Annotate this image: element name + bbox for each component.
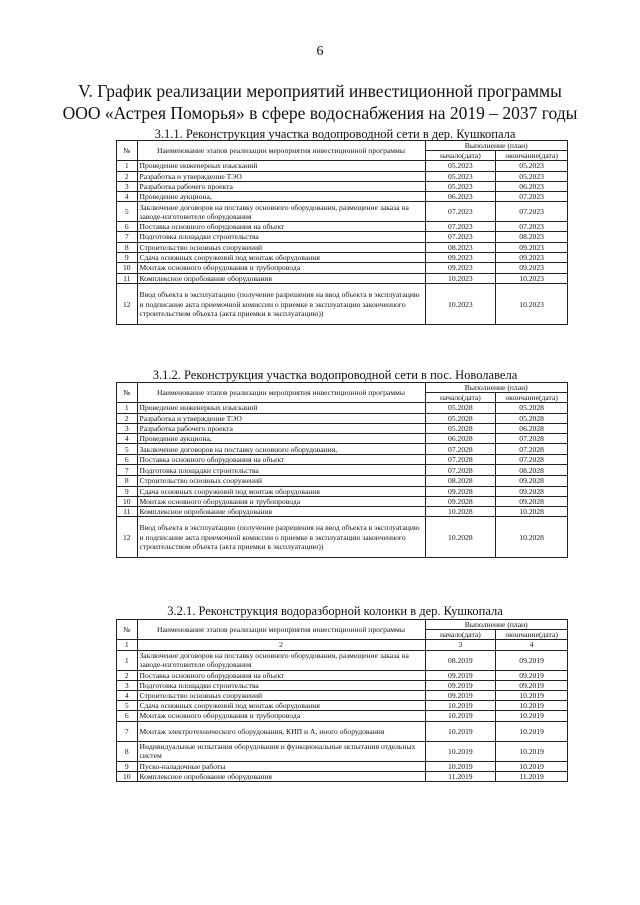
- row-end-date: 11.2019: [496, 771, 568, 781]
- row-start-date: 07.2028: [425, 465, 496, 476]
- row-name: Поставка основного оборудования на объект: [137, 222, 425, 232]
- header-start: начало(дата): [425, 393, 496, 403]
- row-end-date: 07.2028: [496, 444, 568, 455]
- row-end-date: 09.2028: [496, 496, 568, 506]
- row-number: 12: [117, 284, 138, 325]
- row-number: 2: [117, 413, 138, 423]
- table-row: [117, 423, 568, 433]
- row-name: Монтаж электротехнического оборудования, КИП и А, иного оборудования: [137, 721, 425, 741]
- row-number: 2: [117, 171, 138, 181]
- table-body: [117, 403, 568, 558]
- row-number: 10: [117, 771, 138, 781]
- section-caption: 3.1.2. Реконструкция участка водопроводной сети в пос. Новолавела: [152, 368, 518, 382]
- row-number: 11: [117, 507, 138, 517]
- row-start-date: 05.2028: [425, 423, 496, 433]
- row-end-date: 09.2023: [496, 263, 568, 274]
- row-start-date: 08.2023: [425, 242, 496, 252]
- header-num: №: [117, 620, 138, 640]
- row-name: Ввод объекта в эксплуатацию (получение разрешения на ввод объекта в эксплуатацию и подписание акта приемочной комиссии о приемке в эксплуатацию законченного строительством объекта (акта приемки в эксплуатацию)): [137, 284, 425, 325]
- header-start: начало(дата): [425, 151, 496, 161]
- row-start-date: 06.2028: [425, 434, 496, 444]
- row-end-date: 10.2019: [496, 741, 568, 761]
- row-end-date: 06.2023: [496, 181, 568, 191]
- index-cell: 4: [496, 640, 568, 650]
- row-end-date: 10.2023: [496, 274, 568, 284]
- index-cell: 2: [137, 640, 425, 650]
- row-start-date: 09.2023: [425, 252, 496, 262]
- row-start-date: 06.2023: [425, 192, 496, 202]
- row-start-date: 10.2028: [425, 517, 496, 558]
- table-body: [117, 161, 568, 325]
- row-start-date: 05.2023: [425, 161, 496, 171]
- row-name: Подготовка площадки строительства: [137, 232, 425, 242]
- row-start-date: 09.2019: [425, 691, 496, 701]
- row-start-date: 10.2019: [425, 721, 496, 741]
- header-end: окончание(дата): [496, 151, 568, 161]
- row-number: 4: [117, 192, 138, 202]
- row-number: 8: [117, 476, 138, 486]
- row-name: Комплексное опробование оборудования: [137, 274, 425, 284]
- table-row: [117, 274, 568, 284]
- table-row: [117, 670, 568, 680]
- table-row: [117, 202, 568, 222]
- table-row: [117, 284, 568, 325]
- table-row: [117, 465, 568, 476]
- row-number: 7: [117, 232, 138, 242]
- row-end-date: 07.2023: [496, 222, 568, 232]
- table-row: [117, 222, 568, 232]
- row-name: Проведение аукциона,: [137, 434, 425, 444]
- table-row: [117, 741, 568, 761]
- table-row: [117, 691, 568, 701]
- header-start: начало(дата): [425, 630, 496, 640]
- row-name: Комплексное опробование оборудования: [137, 507, 425, 517]
- row-start-date: 07.2028: [425, 455, 496, 465]
- row-start-date: 09.2028: [425, 486, 496, 496]
- row-end-date: 07.2028: [496, 455, 568, 465]
- row-number: 10: [117, 263, 138, 274]
- table-row: [117, 263, 568, 274]
- header-exec: Выполнение (план): [425, 383, 567, 393]
- row-start-date: 07.2023: [425, 202, 496, 222]
- row-end-date: 05.2028: [496, 403, 568, 413]
- row-number: 4: [117, 691, 138, 701]
- table-row: [117, 496, 568, 506]
- title-line-2: ООО «Астрея Поморья» в сфере водоснабжения на 2019 – 2037 годы: [62, 103, 578, 123]
- table-row: [117, 232, 568, 242]
- row-start-date: 10.2028: [425, 507, 496, 517]
- row-end-date: 07.2023: [496, 202, 568, 222]
- row-number: 11: [117, 274, 138, 284]
- table-row: [117, 507, 568, 517]
- index-cell: 1: [117, 640, 138, 650]
- row-end-date: 09.2019: [496, 680, 568, 690]
- header-name: Наименование этапов реализации мероприятия инвестиционной программы: [137, 620, 425, 640]
- table-row: [117, 192, 568, 202]
- row-number: 8: [117, 741, 138, 761]
- row-start-date: 05.2028: [425, 403, 496, 413]
- row-name: Строительство основных сооружений: [137, 476, 425, 486]
- table-row: [117, 650, 568, 670]
- table-row: [117, 403, 568, 413]
- table-row: [117, 171, 568, 181]
- document-title: [60, 80, 580, 124]
- row-name: Проведение инженерных изысканий: [137, 403, 425, 413]
- row-end-date: 05.2023: [496, 171, 568, 181]
- row-name: Разработка и утверждение ТЭО: [137, 171, 425, 181]
- row-start-date: 08.2019: [425, 650, 496, 670]
- table-row: [117, 161, 568, 171]
- table-row: [117, 680, 568, 690]
- row-name: Разработка и утверждение ТЭО: [137, 413, 425, 423]
- row-number: 6: [117, 711, 138, 721]
- table-row: [117, 721, 568, 741]
- table-row: [117, 486, 568, 496]
- row-start-date: 09.2019: [425, 680, 496, 690]
- header-exec: Выполнение (план): [425, 620, 567, 630]
- row-start-date: 08.2028: [425, 476, 496, 486]
- row-number: 1: [117, 403, 138, 413]
- table-row: [117, 444, 568, 455]
- row-number: 9: [117, 252, 138, 262]
- row-number: 2: [117, 670, 138, 680]
- row-end-date: 10.2019: [496, 711, 568, 721]
- row-name: Монтаж основного оборудования и трубопровода: [137, 496, 425, 506]
- schedule-table: [116, 382, 568, 558]
- table-row: [117, 455, 568, 465]
- table-body: [117, 650, 568, 781]
- header-end: окончание(дата): [496, 630, 568, 640]
- title-line-1: V. График реализации мероприятий инвестиционной программы: [78, 81, 562, 101]
- row-start-date: 09.2023: [425, 263, 496, 274]
- table-row: [117, 701, 568, 711]
- row-start-date: 07.2028: [425, 444, 496, 455]
- row-start-date: 10.2023: [425, 284, 496, 325]
- header-num: №: [117, 141, 138, 161]
- row-end-date: 05.2023: [496, 161, 568, 171]
- row-start-date: 09.2028: [425, 496, 496, 506]
- row-name: Строительство основных сооружений: [137, 242, 425, 252]
- row-start-date: 07.2023: [425, 222, 496, 232]
- table-row: [117, 761, 568, 771]
- row-number: 5: [117, 701, 138, 711]
- row-name: Сдача основных сооружений под монтаж оборудования: [137, 486, 425, 496]
- table-row: [117, 476, 568, 486]
- row-number: 9: [117, 486, 138, 496]
- row-number: 3: [117, 181, 138, 191]
- index-cell: 3: [425, 640, 496, 650]
- row-end-date: 05.2028: [496, 413, 568, 423]
- row-number: 4: [117, 434, 138, 444]
- row-end-date: 08.2028: [496, 465, 568, 476]
- row-end-date: 10.2019: [496, 761, 568, 771]
- row-name: Строительство основных сооружений: [137, 691, 425, 701]
- row-end-date: 09.2028: [496, 476, 568, 486]
- row-name: Заключение договоров на поставку основного оборудования,: [137, 444, 425, 455]
- row-end-date: 07.2028: [496, 434, 568, 444]
- row-start-date: 11.2019: [425, 771, 496, 781]
- row-name: Подготовка площадки строительства: [137, 465, 425, 476]
- row-end-date: 09.2028: [496, 486, 568, 496]
- header-exec: Выполнение (план): [425, 141, 567, 151]
- row-name: Сдача основных сооружений под монтаж оборудования: [137, 252, 425, 262]
- table-row: [117, 181, 568, 191]
- row-start-date: 07.2023: [425, 232, 496, 242]
- row-name: Сдача основных сооружений под монтаж оборудования: [137, 701, 425, 711]
- index-row: [117, 640, 568, 650]
- row-name: Монтаж основного оборудования и трубопровода: [137, 711, 425, 721]
- section-caption: 3.1.1. Реконструкция участка водопроводной сети в дер. Кушкопала: [154, 127, 516, 141]
- table-row: [117, 434, 568, 444]
- header-name: Наименование этапов реализации мероприятия инвестиционной программы: [137, 383, 425, 403]
- row-name: Поставка основного оборудования на объект: [137, 670, 425, 680]
- row-number: 3: [117, 680, 138, 690]
- row-number: 7: [117, 465, 138, 476]
- row-end-date: 09.2023: [496, 242, 568, 252]
- row-start-date: 05.2023: [425, 171, 496, 181]
- row-start-date: 10.2019: [425, 741, 496, 761]
- row-start-date: 10.2019: [425, 701, 496, 711]
- row-name: Заключение договоров на поставку основного оборудования, размещение заказа на заводе-изготовителе оборудования: [137, 202, 425, 222]
- table-row: [117, 252, 568, 262]
- row-end-date: 10.2019: [496, 691, 568, 701]
- row-number: 6: [117, 222, 138, 232]
- row-end-date: 06.2028: [496, 423, 568, 433]
- row-number: 12: [117, 517, 138, 558]
- row-number: 7: [117, 721, 138, 741]
- row-name: Разработка рабочего проекта: [137, 181, 425, 191]
- row-name: Индивидуальные испытания оборудования и функциональные испытания отдельных систем: [137, 741, 425, 761]
- row-number: 1: [117, 161, 138, 171]
- row-name: Поставка основного оборудования на объект: [137, 455, 425, 465]
- row-end-date: 09.2019: [496, 670, 568, 680]
- table-row: [117, 711, 568, 721]
- header-num: №: [117, 383, 138, 403]
- row-number: 1: [117, 650, 138, 670]
- row-start-date: 09.2019: [425, 670, 496, 680]
- row-name: Пуско-наладочные работы: [137, 761, 425, 771]
- schedule-table: [116, 619, 568, 782]
- table-row: [117, 771, 568, 781]
- row-name: Разработка рабочего проекта: [137, 423, 425, 433]
- section-caption: 3.2.1. Реконструкция водоразборной колонки в дер. Кушкопала: [167, 604, 503, 618]
- row-number: 3: [117, 423, 138, 433]
- row-start-date: 10.2019: [425, 711, 496, 721]
- row-end-date: 10.2019: [496, 701, 568, 711]
- row-end-date: 10.2028: [496, 517, 568, 558]
- table-row: [117, 517, 568, 558]
- row-number: 6: [117, 455, 138, 465]
- row-start-date: 10.2019: [425, 761, 496, 771]
- row-end-date: 10.2028: [496, 507, 568, 517]
- table-row: [117, 242, 568, 252]
- row-start-date: 05.2023: [425, 181, 496, 191]
- row-number: 8: [117, 242, 138, 252]
- row-name: Проведение аукциона,: [137, 192, 425, 202]
- row-end-date: 10.2019: [496, 721, 568, 741]
- row-name: Заключение договоров на поставку основного оборудования, размещение заказа на заводе-изготовителе оборудования: [137, 650, 425, 670]
- page-number: 6: [316, 44, 324, 59]
- row-name: Ввод объекта в эксплуатацию (получение разрешения на ввод объекта в эксплуатацию и подписание акта приемочной комиссии о приемке в эксплуатацию законченного строительством объекта (акта приемки в эксплуатацию)): [137, 517, 425, 558]
- row-end-date: 07.2023: [496, 192, 568, 202]
- row-number: 5: [117, 444, 138, 455]
- row-name: Комплексное опробование оборудования: [137, 771, 425, 781]
- row-start-date: 05.2028: [425, 413, 496, 423]
- header-name: Наименование этапов реализации мероприятия инвестиционной программы: [137, 141, 425, 161]
- header-end: окончание(дата): [496, 393, 568, 403]
- row-end-date: 09.2023: [496, 252, 568, 262]
- row-number: 9: [117, 761, 138, 771]
- table-row: [117, 413, 568, 423]
- row-end-date: 08.2023: [496, 232, 568, 242]
- row-start-date: 10.2023: [425, 274, 496, 284]
- row-number: 5: [117, 202, 138, 222]
- schedule-table: [116, 140, 568, 325]
- row-name: Проведение инженерных изысканий: [137, 161, 425, 171]
- row-name: Подготовка площадки строительства: [137, 680, 425, 690]
- row-name: Монтаж основного оборудования и трубопровода: [137, 263, 425, 274]
- row-end-date: 09.2019: [496, 650, 568, 670]
- row-end-date: 10.2023: [496, 284, 568, 325]
- row-number: 10: [117, 496, 138, 506]
